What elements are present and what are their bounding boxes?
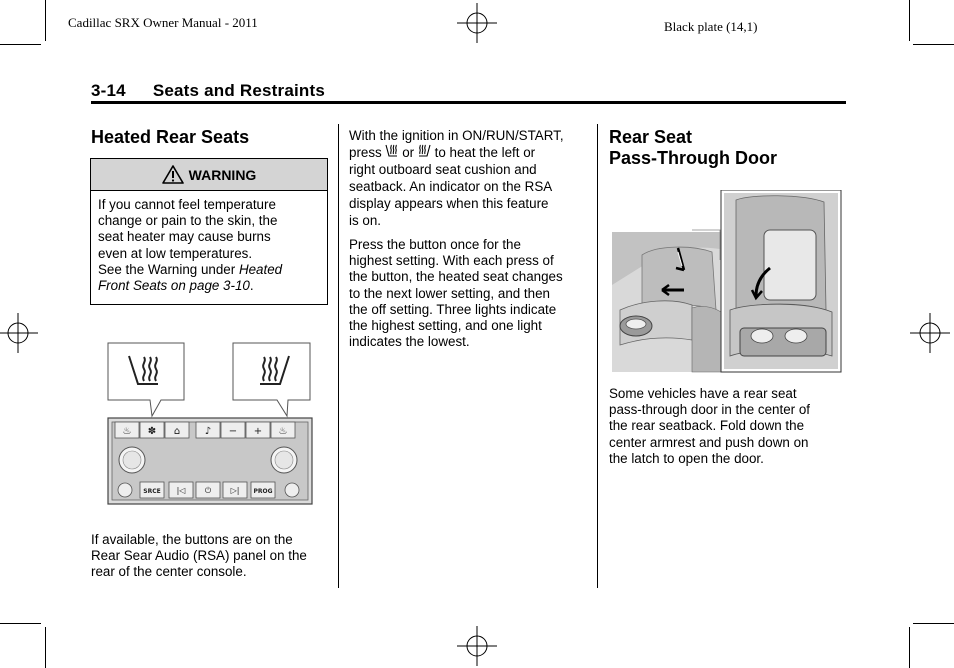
rsa-panel-illustration <box>106 342 314 507</box>
caption-line: rear of the center console. <box>91 564 247 580</box>
text-fragment: press <box>349 145 382 160</box>
svg-text:♨: ♨ <box>122 426 132 437</box>
registration-mark <box>457 3 497 43</box>
caption-line: If available, the buttons are on the <box>91 532 293 547</box>
warning-line: If you cannot feel temperature <box>98 197 276 212</box>
svg-text:▷|: ▷| <box>230 486 240 495</box>
header-rule <box>91 101 846 104</box>
heading-pass-through-door <box>609 127 777 169</box>
paragraph <box>349 237 589 350</box>
see-ref: Heated <box>238 261 283 277</box>
warning-label: WARNING <box>188 166 257 183</box>
caption-line: Rear Sear Audio (RSA) panel on the <box>91 548 307 564</box>
text-line: Some vehicles have a rear seat <box>609 386 797 401</box>
warning-line: seat heater may cause burns <box>98 229 271 245</box>
text-line: to the next lower setting, and then <box>349 285 550 301</box>
registration-mark <box>457 626 497 666</box>
text-fragment: or <box>402 145 415 160</box>
warning-line: change or pain to the skin, the <box>98 213 278 229</box>
crop-mark <box>913 44 954 45</box>
text-fragment: to heat the left or <box>434 145 536 160</box>
text-line: the button, the heated seat changes <box>349 269 563 285</box>
heading-heated-rear-seats: Heated Rear Seats <box>91 127 250 147</box>
text-line: indicates the lowest. <box>349 334 470 350</box>
plate-label: Black plate (14,1) <box>664 19 758 34</box>
heading-line: Rear Seat <box>609 127 693 147</box>
warning-box <box>90 158 328 305</box>
heated-seat-left-icon <box>385 144 398 158</box>
prog-button-label: PROG <box>253 488 273 495</box>
text-line: the off setting. Three lights indicate <box>349 301 557 317</box>
text-line: seatback. An indicator on the RSA <box>349 179 553 194</box>
crop-mark <box>909 627 910 668</box>
text-line: display appears when this feature <box>349 196 549 211</box>
warning-see-also <box>98 262 320 278</box>
text-line: the rear seatback. Fold down the <box>609 418 805 434</box>
text-line: the highest setting, and one light <box>349 318 542 334</box>
warning-see-also-cont <box>98 278 320 294</box>
crop-mark <box>0 44 41 45</box>
see-suffix: . <box>249 278 254 294</box>
registration-mark <box>0 313 38 353</box>
warning-header <box>91 159 327 191</box>
section-header <box>91 81 352 101</box>
text-line: is on. <box>349 213 382 228</box>
svg-text:♨: ♨ <box>278 426 288 437</box>
panel-caption <box>91 532 331 581</box>
pass-through-description <box>609 386 849 467</box>
crop-mark <box>0 623 41 624</box>
svg-text:−: − <box>228 426 238 437</box>
see-prefix: See the Warning under <box>98 261 239 277</box>
column-divider <box>338 124 339 588</box>
see-ref: Front Seats on page 3-10 <box>98 278 250 294</box>
paragraph <box>349 127 589 229</box>
registration-mark <box>910 313 950 353</box>
text-line: right outboard seat cushion and <box>349 162 537 177</box>
pass-through-door-illustration <box>612 190 842 374</box>
page-number: 3-14 <box>91 81 126 100</box>
text-line: Press the button once for the <box>349 237 521 252</box>
heated-seat-instructions <box>349 127 589 358</box>
svg-text:⌂: ⌂ <box>173 426 181 437</box>
svg-text:|◁: |◁ <box>176 486 186 495</box>
crop-mark <box>45 0 46 41</box>
text-line: pass-through door in the center of <box>609 402 810 418</box>
text-line: With the ignition in ON/RUN/START, <box>349 128 564 143</box>
section-title: Seats and Restraints <box>152 81 326 100</box>
text-line: highest setting. With each press of <box>349 253 554 269</box>
svg-text:♪: ♪ <box>204 426 212 437</box>
svg-text:+: + <box>253 426 263 437</box>
svg-text:⏻: ⏻ <box>204 486 212 495</box>
heading-line: Pass-Through Door <box>609 148 778 168</box>
warning-triangle-icon <box>162 165 184 184</box>
text-line: center armrest and push down on <box>609 434 809 450</box>
warning-line: even at low temperatures. <box>98 245 253 261</box>
crop-mark <box>45 627 46 668</box>
heated-seat-right-icon <box>418 144 431 158</box>
manual-title: Cadillac SRX Owner Manual - 2011 <box>68 15 258 30</box>
crop-mark <box>913 623 954 624</box>
crop-mark <box>909 0 910 41</box>
svg-text:✽: ✽ <box>147 426 157 437</box>
srce-button-label: SRCE <box>143 488 161 495</box>
warning-text <box>91 191 327 300</box>
text-line: the latch to open the door. <box>609 450 764 466</box>
column-divider <box>597 124 598 588</box>
